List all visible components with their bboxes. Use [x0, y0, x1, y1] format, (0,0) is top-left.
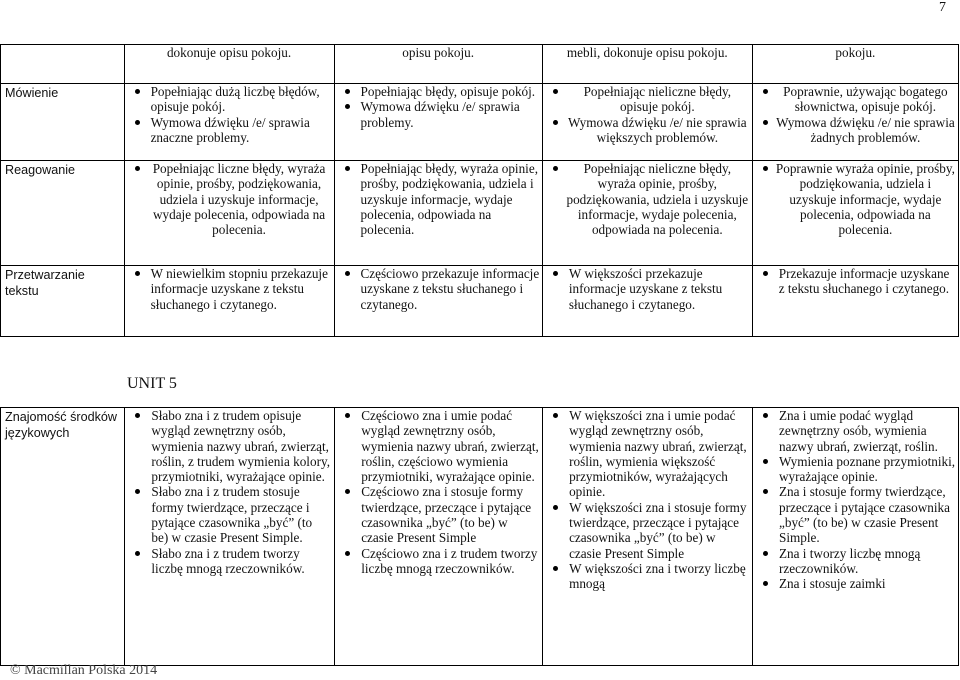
grade-cell: [542, 161, 752, 266]
row-mowienie: [1, 84, 959, 161]
criterion-item: Wymowa dźwięku /e/ nie sprawia żadnych problemów.: [753, 115, 956, 146]
row-znajomosc: [1, 408, 959, 666]
row-label: Mówienie: [1, 84, 125, 161]
copyright-footer: © Macmillan Polska 2014: [10, 663, 158, 678]
grade-cell: [334, 84, 542, 161]
grade-cell: [334, 161, 542, 266]
assessment-table-top: [0, 44, 959, 337]
criterion-item: Poprawnie wyraża opinie, prośby, podziękowania, udziela i uzyskuje informacje, wydaje polecenia, odpowiada na polecenia.: [753, 161, 956, 237]
criterion-item: W większości zna i tworzy liczbę mnogą: [543, 561, 750, 592]
grade-cell: [124, 84, 334, 161]
criterion-item: W niewielkim stopniu przekazuje informacje uzyskane z tekstu słuchanego i czytanego.: [125, 266, 332, 312]
unit-title: UNIT 5: [127, 375, 177, 392]
criterion-item: Poprawnie, używając bogatego słownictwa, opisuje pokój.: [753, 84, 956, 115]
criterion-item: Wymowa dźwięku /e/ sprawia problemy.: [335, 99, 540, 130]
criterion-item: Wymowa dźwięku /e/ nie sprawia większych problemów.: [543, 115, 750, 146]
row-label: Przetwarzanie tekstu: [1, 266, 125, 337]
criterion-item: Słabo zna i z trudem stosuje formy twierdzące, przeczące i pytające czasownika „być” (to be) w czasie Present Simple.: [125, 484, 332, 545]
criterion-item: Zna i stosuje formy twierdzące, przeczące i pytające czasownika „być” (to be) w czasie Present Simple.: [753, 484, 956, 545]
continuation-row: [1, 45, 959, 84]
grade-cell: [752, 161, 958, 266]
row-przetwarzanie: [1, 266, 959, 337]
criterion-item: W większości zna i stosuje formy twierdzące, przeczące i pytające czasownika „być” (to be) w czasie Present Simple: [543, 500, 750, 561]
grade-cell: [124, 266, 334, 337]
criterion-item: Wymienia poznane przymiotniki, wyrażające opinie.: [753, 454, 956, 485]
criterion-item: Zna i tworzy liczbę mnogą rzeczowników.: [753, 546, 956, 577]
row-label: Znajomość środków językowych: [1, 408, 125, 666]
criterion-item: Słabo zna i z trudem tworzy liczbę mnogą rzeczowników.: [125, 546, 332, 577]
criterion-item: Wymowa dźwięku /e/ sprawia znaczne problemy.: [125, 115, 332, 146]
grade-cell: [543, 408, 753, 666]
criterion-item: Zna i umie podać wygląd zewnętrzny osób, wymienia nazwy ubrań, zwierząt, roślin.: [753, 408, 956, 454]
criterion-item: Popełniając błędy, wyraża opinie, prośby, podziękowania, udziela i uzyskuje informacje, wydaje polecenia, odpowiada na polecenia.: [335, 161, 540, 237]
grade-cell: [335, 408, 543, 666]
criterion-item: Popełniając nieliczne błędy, wyraża opinie, prośby, podziękowania, udziela i uzyskuje informacje, wydaje polecenia, odpowiada na polecenia.: [543, 161, 750, 237]
continuation-cell: dokonuje opisu pokoju.: [124, 45, 334, 84]
grade-cell: [752, 84, 958, 161]
criterion-item: Zna i stosuje zaimki: [753, 576, 956, 591]
criterion-item: Popełniając nieliczne błędy, opisuje pokój.: [543, 84, 750, 115]
row-label: Reagowanie: [1, 161, 125, 266]
criterion-item: Częściowo zna i stosuje formy twierdzące, przeczące i pytające czasownika „być” (to be) w czasie Present Simple: [335, 484, 540, 545]
grade-cell: [542, 84, 752, 161]
criterion-item: Popełniając dużą liczbę błędów, opisuje pokój.: [125, 84, 332, 115]
grade-cell: [334, 266, 542, 337]
grade-cell: [124, 161, 334, 266]
grade-cell: [752, 266, 958, 337]
grade-cell: [542, 266, 752, 337]
label-cell: [1, 45, 125, 84]
criterion-item: Częściowo zna i z trudem tworzy liczbę mnogą rzeczowników.: [335, 546, 540, 577]
criterion-item: Częściowo zna i umie podać wygląd zewnętrzny osób, wymienia nazwy ubrań, zwierząt, roślin, częściowo wymienia przymiotniki, wyrażające opinie.: [335, 408, 540, 484]
criterion-item: Słabo zna i z trudem opisuje wygląd zewnętrzny osób, wymienia nazwy ubrań, zwierząt, roślin, z trudem wymienia kolory, przymiotniki, wyrażające opinie.: [125, 408, 332, 484]
criterion-item: Częściowo przekazuje informacje uzyskane z tekstu słuchanego i czytanego.: [335, 266, 540, 312]
assessment-table-unit5: [0, 407, 959, 666]
page-number: 7: [939, 0, 946, 15]
criterion-item: W większości zna i umie podać wygląd zewnętrzny osób, wymienia nazwy ubrań, zwierząt, roślin, wymienia większość przymiotników, wyrażających opinie.: [543, 408, 750, 500]
continuation-cell: pokoju.: [752, 45, 958, 84]
continuation-cell: opisu pokoju.: [334, 45, 542, 84]
row-reagowanie: [1, 161, 959, 266]
criterion-item: Popełniając błędy, opisuje pokój.: [335, 84, 540, 99]
criterion-item: Popełniając liczne błędy, wyraża opinie, prośby, podziękowania, udziela i uzyskuje informacje, wydaje polecenia, odpowiada na polecenia.: [125, 161, 332, 237]
criterion-item: Przekazuje informacje uzyskane z tekstu słuchanego i czytanego.: [753, 266, 956, 297]
criterion-item: W większości przekazuje informacje uzyskane z tekstu słuchanego i czytanego.: [543, 266, 750, 312]
grade-cell: [753, 408, 959, 666]
continuation-cell: mebli, dokonuje opisu pokoju.: [542, 45, 752, 84]
grade-cell: [125, 408, 335, 666]
